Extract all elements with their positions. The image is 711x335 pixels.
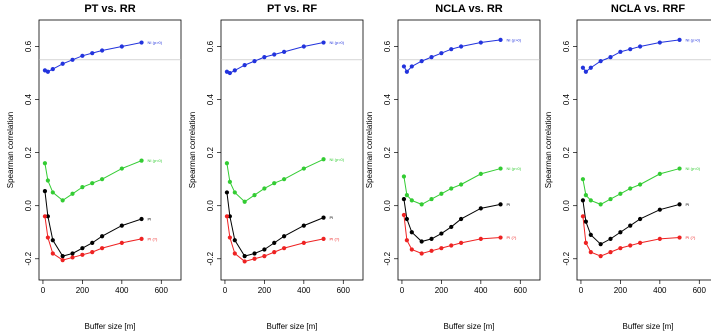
data-point	[139, 159, 143, 163]
y-tick-label: 0.2	[383, 147, 392, 159]
series-line	[583, 200, 680, 244]
series-line	[45, 161, 142, 201]
data-point	[70, 251, 74, 255]
data-point	[80, 246, 84, 250]
series-label: NI (p>0)	[147, 40, 163, 46]
x-axis-label: Buffer size [m]	[622, 322, 674, 331]
data-point	[43, 161, 47, 165]
y-tick-label: 0.6	[24, 40, 33, 53]
data-point	[51, 67, 55, 71]
data-point	[439, 51, 443, 55]
data-point	[402, 197, 406, 201]
series-label: PI	[329, 215, 334, 221]
data-point	[599, 59, 603, 63]
series-2	[43, 158, 163, 202]
data-point	[233, 251, 237, 255]
data-point	[439, 231, 443, 235]
series-2	[581, 166, 701, 206]
chart-panel-4	[544, 3, 711, 331]
data-point	[70, 255, 74, 259]
data-point	[584, 70, 588, 74]
x-tick-label: 200	[613, 286, 628, 295]
data-point	[120, 224, 124, 228]
x-axis-label: Buffer size [m]	[84, 322, 136, 331]
y-tick-label: 0.4	[206, 94, 215, 106]
data-point	[90, 51, 94, 55]
data-point	[272, 241, 276, 245]
series-line	[227, 192, 324, 256]
data-point	[120, 241, 124, 245]
data-point	[589, 66, 593, 70]
data-point	[252, 257, 256, 261]
y-axis-label: Spearman correlation	[6, 111, 15, 189]
plot-frame	[39, 20, 181, 280]
series-3	[402, 197, 511, 244]
data-point	[459, 182, 463, 186]
data-point	[420, 251, 424, 255]
data-point	[410, 64, 414, 68]
y-tick-label: 0.0	[24, 200, 33, 212]
x-tick-label: 200	[257, 286, 272, 295]
y-tick-label: 0.0	[206, 200, 215, 212]
data-point	[282, 246, 286, 250]
data-point	[628, 186, 632, 190]
chart-title: NCLA vs. RRF	[610, 3, 686, 15]
x-tick-label: 600	[692, 286, 706, 295]
data-point	[584, 241, 588, 245]
data-point	[139, 40, 143, 44]
data-point	[498, 235, 502, 239]
chart-title: NCLA vs. RR	[435, 3, 503, 15]
y-tick-label: 0.0	[562, 200, 571, 212]
data-point	[243, 259, 247, 263]
data-point	[658, 172, 662, 176]
data-point	[420, 59, 424, 63]
data-point	[608, 237, 612, 241]
data-point	[449, 186, 453, 190]
y-tick-label: 0.6	[562, 40, 571, 53]
data-point	[459, 44, 463, 48]
data-point	[80, 54, 84, 58]
data-point	[228, 235, 232, 239]
data-point	[252, 59, 256, 63]
data-point	[581, 198, 585, 202]
data-point	[479, 206, 483, 210]
data-point	[677, 166, 681, 170]
data-point	[410, 230, 414, 234]
series-1	[402, 37, 522, 73]
data-point	[46, 70, 50, 74]
data-point	[282, 234, 286, 238]
data-point	[61, 258, 65, 262]
data-point	[581, 66, 585, 70]
data-point	[677, 202, 681, 206]
data-point	[449, 243, 453, 247]
data-point	[272, 52, 276, 56]
data-point	[225, 161, 229, 165]
data-point	[405, 70, 409, 74]
series-label: NI (p<0)	[685, 166, 701, 172]
data-point	[581, 177, 585, 181]
data-point	[410, 198, 414, 202]
series-line	[45, 43, 142, 72]
data-point	[51, 238, 55, 242]
series-line	[404, 169, 501, 205]
y-tick-label: -0.2	[383, 251, 392, 266]
data-point	[100, 246, 104, 250]
series-label: NI (p<0)	[506, 166, 522, 172]
series-line	[227, 159, 324, 201]
chart-title: PT vs. RF	[266, 3, 318, 15]
series-1	[581, 37, 701, 73]
data-point	[321, 237, 325, 241]
data-point	[46, 235, 50, 239]
x-tick-label: 200	[75, 286, 90, 295]
series-label: PI (?)	[506, 235, 517, 241]
data-point	[51, 251, 55, 255]
y-tick-label: -0.2	[206, 251, 215, 266]
series-label: NI (p>0)	[506, 37, 522, 43]
data-point	[498, 166, 502, 170]
series-line	[45, 191, 142, 256]
data-point	[272, 181, 276, 185]
series-line	[404, 215, 501, 253]
chart-panel-3	[365, 3, 540, 331]
chart-panel-2	[188, 3, 363, 331]
data-point	[658, 40, 662, 44]
data-point	[228, 71, 232, 75]
data-point	[439, 192, 443, 196]
data-point	[402, 64, 406, 68]
data-point	[420, 239, 424, 243]
data-point	[618, 50, 622, 54]
data-point	[70, 192, 74, 196]
series-label: PI	[147, 216, 152, 222]
data-point	[584, 193, 588, 197]
series-4	[581, 214, 696, 258]
y-tick-label: 0.6	[383, 40, 392, 53]
data-point	[139, 217, 143, 221]
data-point	[589, 198, 593, 202]
data-point	[608, 55, 612, 59]
data-point	[581, 214, 585, 218]
y-tick-label: 0.2	[206, 147, 215, 159]
data-point	[459, 241, 463, 245]
data-point	[479, 237, 483, 241]
y-tick-label: 0.6	[206, 40, 215, 53]
data-point	[658, 208, 662, 212]
data-point	[282, 50, 286, 54]
x-tick-label: 400	[653, 286, 667, 295]
x-tick-label: 600	[154, 286, 168, 295]
data-point	[589, 233, 593, 237]
data-point	[429, 55, 433, 59]
data-point	[410, 247, 414, 251]
series-label: PI	[506, 201, 511, 207]
plot-frame	[221, 20, 363, 280]
y-tick-label: 0.0	[383, 200, 392, 212]
data-point	[599, 242, 603, 246]
data-point	[638, 241, 642, 245]
data-point	[429, 197, 433, 201]
data-point	[46, 178, 50, 182]
x-tick-label: 600	[513, 286, 527, 295]
data-point	[677, 235, 681, 239]
data-point	[321, 40, 325, 44]
chart-panel-1	[6, 3, 181, 331]
data-point	[420, 202, 424, 206]
data-point	[282, 177, 286, 181]
data-point	[405, 217, 409, 221]
x-tick-label: 400	[115, 286, 129, 295]
data-point	[608, 197, 612, 201]
data-point	[599, 202, 603, 206]
x-axis-label: Buffer size [m]	[443, 322, 495, 331]
x-tick-label: 0	[40, 286, 46, 295]
data-point	[100, 48, 104, 52]
data-point	[402, 213, 406, 217]
y-axis-label: Spearman correlation	[365, 111, 374, 189]
data-point	[618, 246, 622, 250]
data-point	[100, 177, 104, 181]
data-point	[272, 250, 276, 254]
data-point	[80, 185, 84, 189]
data-point	[599, 254, 603, 258]
x-tick-label: 0	[578, 286, 584, 295]
data-point	[618, 230, 622, 234]
data-point	[139, 237, 143, 241]
chart-title: PT vs. RR	[84, 3, 136, 15]
data-point	[233, 238, 237, 242]
data-point	[608, 250, 612, 254]
data-point	[243, 200, 247, 204]
data-point	[90, 241, 94, 245]
data-point	[61, 198, 65, 202]
series-1	[225, 40, 345, 75]
series-3	[581, 198, 690, 246]
series-1	[43, 40, 163, 74]
data-point	[262, 254, 266, 258]
data-point	[43, 189, 47, 193]
data-point	[589, 250, 593, 254]
data-point	[628, 224, 632, 228]
data-point	[302, 241, 306, 245]
data-point	[120, 166, 124, 170]
data-point	[479, 172, 483, 176]
series-label: PI (?)	[329, 236, 340, 242]
data-point	[321, 216, 325, 220]
x-tick-label: 200	[434, 286, 449, 295]
y-tick-label: 0.4	[562, 94, 571, 106]
data-point	[429, 237, 433, 241]
data-point	[638, 182, 642, 186]
series-label: PI (?)	[147, 236, 158, 242]
series-line	[583, 40, 680, 72]
data-point	[262, 55, 266, 59]
y-tick-label: -0.2	[24, 251, 33, 266]
data-point	[628, 47, 632, 51]
data-point	[439, 246, 443, 250]
data-point	[459, 217, 463, 221]
series-3	[43, 189, 152, 258]
series-label: NI (p<0)	[329, 156, 345, 162]
series-label: PI	[685, 201, 690, 207]
data-point	[405, 238, 409, 242]
y-tick-label: 0.2	[24, 147, 33, 159]
data-point	[429, 249, 433, 253]
data-point	[302, 166, 306, 170]
series-4	[43, 214, 158, 262]
data-point	[584, 220, 588, 224]
series-line	[404, 40, 501, 72]
series-2	[402, 166, 522, 206]
data-point	[90, 250, 94, 254]
data-point	[225, 190, 229, 194]
data-point	[233, 68, 237, 72]
data-point	[225, 214, 229, 218]
data-point	[618, 192, 622, 196]
data-point	[638, 217, 642, 221]
data-point	[51, 190, 55, 194]
y-axis-label: Spearman correlation	[188, 111, 197, 189]
data-point	[479, 40, 483, 44]
data-point	[120, 44, 124, 48]
data-point	[61, 62, 65, 66]
x-tick-label: 400	[474, 286, 488, 295]
data-point	[80, 253, 84, 257]
data-point	[302, 224, 306, 228]
series-line	[404, 199, 501, 241]
series-line	[227, 43, 324, 74]
data-point	[449, 225, 453, 229]
x-tick-label: 400	[297, 286, 311, 295]
series-label: PI (?)	[685, 235, 696, 241]
data-point	[638, 44, 642, 48]
data-point	[243, 63, 247, 67]
y-axis-label: Spearman correlation	[544, 111, 553, 189]
y-tick-label: -0.2	[562, 251, 571, 266]
data-point	[628, 243, 632, 247]
data-point	[321, 157, 325, 161]
series-label: NI (p>0)	[329, 40, 345, 46]
data-point	[402, 174, 406, 178]
y-tick-label: 0.4	[383, 94, 392, 106]
data-point	[90, 181, 94, 185]
x-tick-label: 600	[336, 286, 350, 295]
data-point	[233, 190, 237, 194]
data-point	[243, 254, 247, 258]
y-tick-label: 0.2	[562, 147, 571, 159]
x-tick-label: 0	[222, 286, 228, 295]
series-2	[225, 157, 345, 204]
x-tick-label: 0	[399, 286, 405, 295]
data-point	[449, 47, 453, 51]
data-point	[228, 180, 232, 184]
series-4	[225, 214, 340, 263]
series-label: NI (p<0)	[147, 158, 163, 164]
x-axis-label: Buffer size [m]	[266, 322, 318, 331]
data-point	[498, 38, 502, 42]
data-point	[262, 247, 266, 251]
series-label: NI (p>0)	[685, 37, 701, 43]
data-point	[405, 193, 409, 197]
series-line	[583, 216, 680, 256]
data-point	[252, 251, 256, 255]
series-3	[225, 190, 334, 258]
data-point	[498, 202, 502, 206]
data-point	[302, 44, 306, 48]
data-point	[658, 237, 662, 241]
data-point	[262, 186, 266, 190]
y-tick-label: 0.4	[24, 94, 33, 106]
data-point	[252, 193, 256, 197]
data-point	[61, 254, 65, 258]
series-line	[583, 169, 680, 205]
data-point	[100, 234, 104, 238]
data-point	[677, 38, 681, 42]
data-point	[43, 214, 47, 218]
data-point	[70, 58, 74, 62]
